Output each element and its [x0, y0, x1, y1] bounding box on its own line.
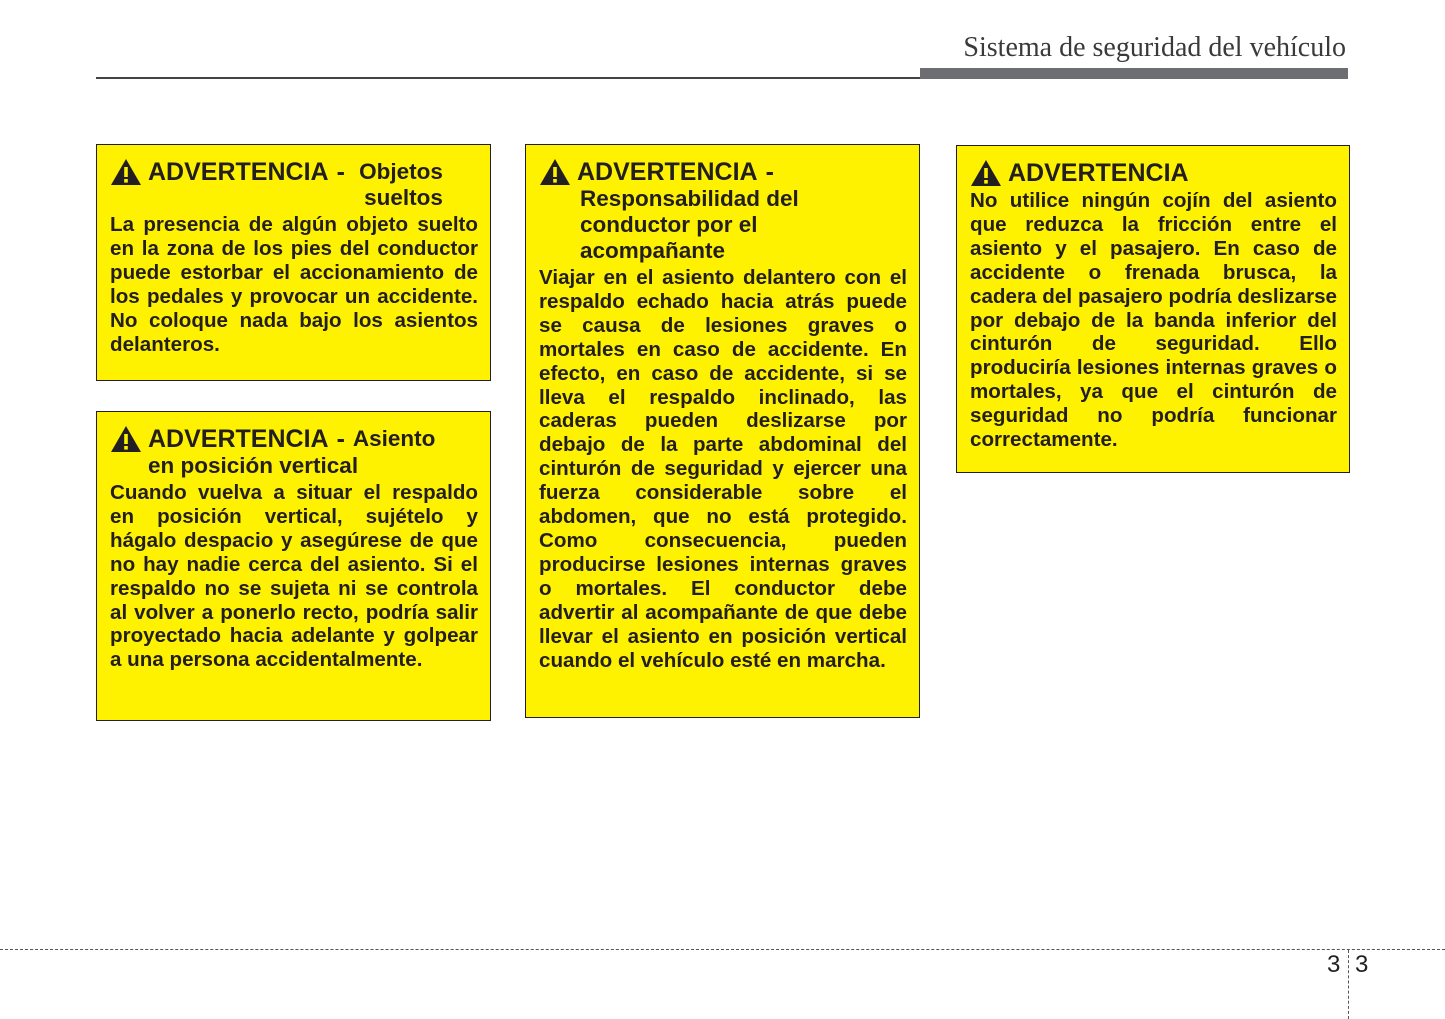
warning-subtitle-line: Objetos: [359, 159, 443, 184]
warning-word: ADVERTENCIA: [1008, 159, 1189, 187]
warning-triangle-icon: [110, 158, 142, 186]
warning-heading: [539, 159, 907, 264]
warning-subtitle: [353, 159, 443, 211]
page-number: 3: [1355, 951, 1369, 978]
warning-subtitle-line: Responsabilidad del: [580, 186, 799, 211]
footer-dashed-rule: [0, 949, 1445, 950]
warning-body: Viajar en el asiento delantero con el respaldo echado hacia atrás puede se causa de lesiones graves o mortales en caso de accidente. En efecto, en caso de accidente, si se lleva el respaldo inclinado, las caderas pueden deslizarse por debajo de la parte abdominal del cinturón de seguridad y ejercer una fuerza considerable sobre el abdomen, que no está protegido. Como consecuencia, pueden producirse lesiones internas graves o mortales. El conductor debe advertir al acompañante de que debe llevar el asiento en posición vertical cuando el vehículo esté en marcha.: [539, 266, 907, 672]
warning-subtitle-line: sueltos: [364, 185, 443, 210]
warning-triangle-icon: [970, 159, 1002, 187]
warning-subtitle-line: conductor por el: [580, 212, 758, 237]
warning-box-loose-objects: [96, 144, 491, 381]
chapter-number: 3: [1327, 951, 1341, 978]
warning-subtitle-line: Asiento: [352, 426, 436, 451]
warning-box-driver-responsibility: [525, 144, 920, 718]
warning-box-upright-seat: [96, 411, 491, 721]
warning-body: No utilice ningún cojín del asiento que reduzca la fricción entre el asiento y el pasajero. En caso de accidente o frenada brusca, la cadera del pasajero podría deslizarse por debajo de la banda inferior del cinturón de seguridad. Ello produciría lesiones internas graves o mortales, ya que el cinturón de seguridad no podría funcionar correctamente.: [970, 189, 1337, 452]
header-bar: [920, 68, 1348, 79]
warning-subtitle-line: acompañante: [580, 238, 726, 263]
footer-dashed-divider: [1348, 950, 1349, 1019]
warning-subtitle: [539, 186, 907, 264]
warning-box-seat-cushion: [956, 145, 1350, 473]
page-header-title: Sistema de seguridad del vehículo: [963, 32, 1346, 63]
warning-word: ADVERTENCIA: [148, 158, 329, 186]
warning-dash: -: [765, 158, 774, 186]
warning-triangle-icon: [110, 425, 142, 453]
warning-word: ADVERTENCIA: [148, 425, 329, 453]
warning-body: Cuando vuelva a situar el respaldo en posición vertical, sujételo y hágalo despacio y asegúrese de que no hay nadie cerca del asiento. Si el respaldo no se sujeta ni se controla al volver a ponerlo recto, podría salir proyectado hacia adelante y golpear a una persona accidentalmente.: [110, 481, 478, 672]
warning-heading: [110, 159, 478, 211]
warning-triangle-icon: [539, 158, 571, 186]
warning-subtitle-line: en posición vertical: [148, 453, 359, 478]
warning-heading: [110, 426, 478, 479]
warning-word: ADVERTENCIA: [577, 158, 758, 186]
warning-dash: -: [336, 158, 345, 186]
header-rule: [96, 77, 922, 79]
warning-heading: [970, 160, 1337, 187]
warning-body: La presencia de algún objeto suelto en la zona de los pies del conductor puede estorbar el accionamiento de los pedales y provocar un accidente. No coloque nada bajo los asientos delanteros.: [110, 213, 478, 356]
warning-dash: -: [336, 425, 345, 453]
